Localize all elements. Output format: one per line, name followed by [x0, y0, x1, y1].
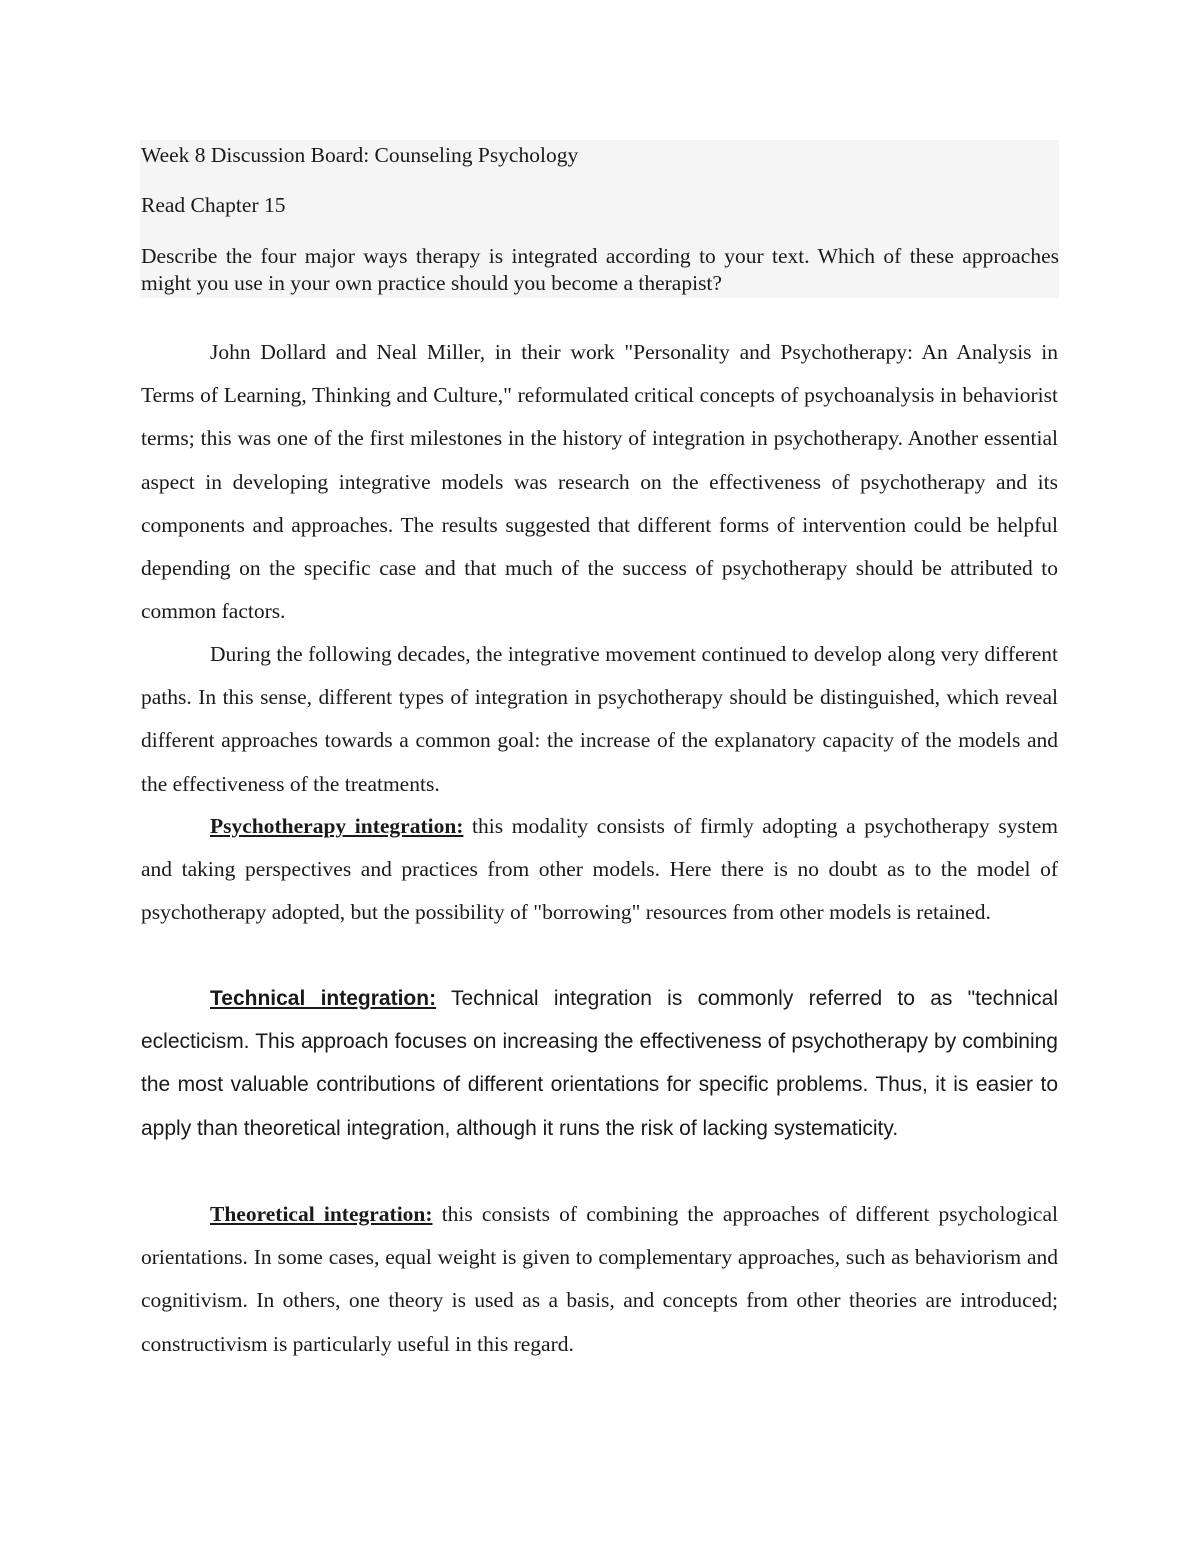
paragraph-dollard-miller: John Dollard and Neal Miller, in their work "Personality and Psychotherapy: An Analysis in Terms of Learning, Thinking and Culture," reformulated critical concepts of psychoanalysis in behaviorist terms; this was one of the first milestones in the history of integration in psychotherapy. Another essential aspect in developing integrative models was research on the effectiveness of psychotherapy and its components and approaches. The results suggested that different forms of intervention could be helpful depending on the specific case and that much of the success of psychotherapy should be attributed to common factors.	[141, 340, 1058, 624]
paragraph-integrative-movement: During the following decades, the integrative movement continued to develop along very different paths. In this sense, different types of integration in psychotherapy should be distinguished, which reveal different approaches towards a common goal: the increase of the explanatory capacity of the models and the effectiveness of the treatments.	[141, 642, 1058, 796]
paragraph-theoretical-integration	[141, 1193, 1058, 1366]
prompt-title: Week 8 Discussion Board: Counseling Psychology	[141, 143, 579, 167]
heading-theoretical-integration: Theoretical integration:	[210, 1202, 433, 1226]
prompt-reading-assignment: Read Chapter 15	[141, 193, 286, 217]
heading-psychotherapy-integration: Psychotherapy integration:	[210, 814, 464, 838]
paragraph-technical-integration	[141, 977, 1058, 1150]
text-technical-integration: Technical integration is commonly referred to as "technical eclecticism. This approach focuses on increasing the effectiveness of psychotherapy by combining the most valuable contributions of different orientations for specific problems. Thus, it is easier to apply than theoretical integration, although it runs the risk of lacking systematicity.	[141, 987, 1059, 1140]
paragraph-psychotherapy-integration	[141, 805, 1058, 935]
text-theoretical-integration: this consists of combining the approaches of different psychological orientations. In some cases, equal weight is given to complementary approaches, such as behaviorism and cognitivism. In others, one theory is used as a basis, and concepts from other theories are introduced; constructivism is particularly useful in this regard.	[141, 1202, 1058, 1356]
text-psychotherapy-integration: this modality consists of firmly adopting a psychotherapy system and taking perspectives and practices from other models. Here there is no doubt as to the model of psychotherapy adopted, but the possibility of "borrowing" resources from other models is retained.	[141, 814, 1059, 925]
heading-technical-integration: Technical integration:	[210, 987, 437, 1010]
prompt-question: Describe the four major ways therapy is integrated according to your text. Which of these approaches might you use in your own practice should you become a therapist?	[141, 244, 1059, 295]
